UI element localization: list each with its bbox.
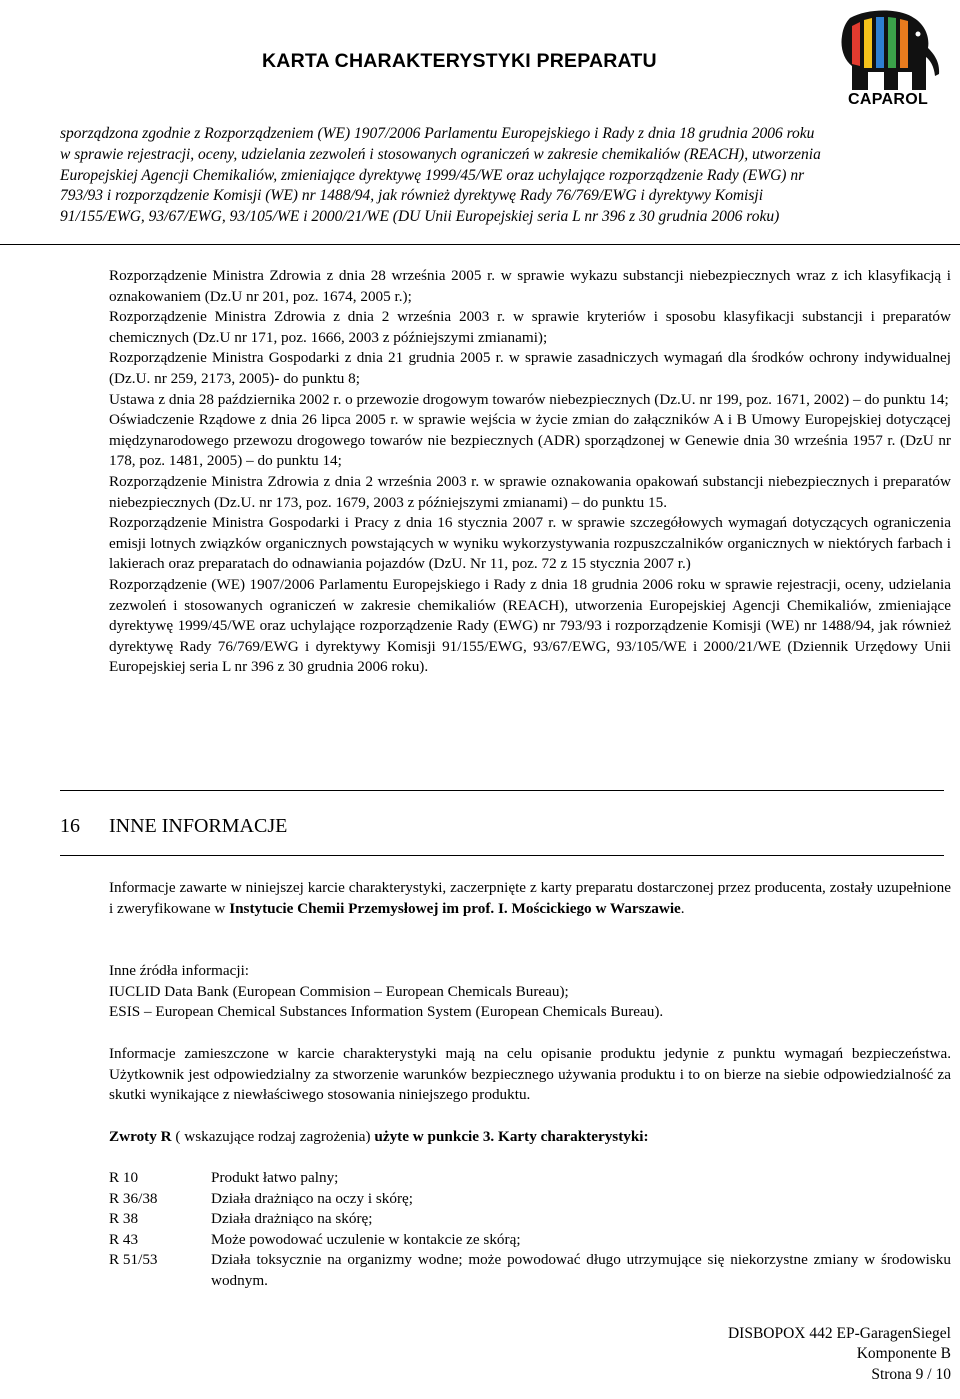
source-item: IUCLID Data Bank (European Commision – European Chemicals Bureau); — [109, 982, 569, 1000]
legal-references — [109, 266, 951, 678]
intro-line: 91/155/EWG, 93/67/EWG, 93/105/WE i 2000/21/WE (DU Unii Europejskiej seria L nr 396 z 30 grudnia 2006 roku) — [60, 208, 780, 226]
r-description: Może powodować uczulenie w kontakcie ze skórą; — [211, 1230, 521, 1248]
brand-name: CAPAROL — [848, 91, 929, 108]
r-description: Produkt łatwo palny; — [211, 1169, 339, 1186]
r-code: R 43 — [109, 1230, 139, 1248]
product-name: DISBOPOX 442 EP-GaragenSiegel — [727, 1325, 951, 1342]
info-text: Informacje zawarte w niniejszej karcie charakterystyki, zaczerpnięte z karty preparatu dostarczonej przez producenta, zostały uzupełnione i zweryfikowane w — [109, 879, 951, 917]
intro-line: 793/93 i rozporządzenie Komisji (WE) nr 1488/94, jak również dyrektywę Rady 76/769/EWG i dyrektywy Komisji — [60, 187, 764, 205]
page-footer — [728, 1324, 951, 1385]
header-divider — [0, 244, 960, 245]
legal-reference: Rozporządzenie Ministra Zdrowia z dnia 2 września 2003 r. w sprawie kryteriów i sposobu klasyfikacji substancji i preparatów chemicznych (Dz.U nr 171, poz. 1666, 2003 z późniejszymi zmianami); — [109, 308, 951, 346]
section-number: 16 — [60, 815, 80, 837]
r-phrases-heading — [109, 1127, 951, 1148]
section-divider-top — [60, 790, 944, 791]
intro-line: w sprawie rejestracji, oceny, udzielania zezwoleń i stosowanych ograniczeń w zakresie chemikaliów (REACH), utworzenia — [60, 145, 821, 163]
r-code: R 10 — [109, 1169, 139, 1186]
r-phrases-table — [109, 1168, 951, 1292]
page-number: Strona 9 / 10 — [871, 1365, 951, 1383]
r-code: R 36/38 — [109, 1189, 158, 1207]
section-divider-bottom — [60, 855, 944, 856]
legal-reference: Ustawa z dnia 28 października 2002 r. o przewozie drogowym towarów niebezpiecznych (Dz.U. nr 199, poz. 1671, 2002) – do punktu 14; — [109, 390, 949, 408]
component-name: Komponente B — [856, 1345, 951, 1363]
r-code: R 38 — [109, 1210, 139, 1228]
info-end: . — [680, 899, 685, 917]
r-phrase-row — [109, 1230, 951, 1251]
r-heading-bold: Zwroty R — [109, 1128, 172, 1145]
info-paragraph — [109, 878, 951, 919]
r-phrase-row — [109, 1189, 951, 1210]
intro-line: sporządzona zgodnie z Rozporządzeniem (WE) 1907/2006 Parlamentu Europejskiego i Rady z dnia 18 grudnia 2006 roku — [60, 125, 815, 142]
section-title: INNE INFORMACJE — [109, 815, 288, 837]
r-phrase-row — [109, 1168, 951, 1189]
r-code: R 51/53 — [109, 1251, 158, 1269]
legal-reference: Oświadczenie Rządowe z dnia 26 lipca 2005 r. w sprawie wejścia w życie zmian do załączników A i B Umowy Europejskiej dotyczącej międzynarodowego przewozu drogowego towarów nie bezpiecznych (ADR) sporządzonej w Genewie dnia 30 września 1957 r. (DzU nr 178, poz. 1481, 2005) – do punktu 14; — [109, 411, 951, 470]
r-description: Działa drażniąco na skórę; — [211, 1210, 373, 1228]
disclaimer-paragraph: Informacje zamieszczone w karcie charakterystyki mają na celu opisanie produktu jedynie z punktu wymagań bezpieczeństwa. Użytkownik jest odpowiedzialny za stworzenie warunków bezpiecznego używania produktu i to on bierze na siebie odpowiedzialność za skutki wynikające z niewłaściwego stosowania niniejszego produktu. — [109, 1045, 951, 1104]
legal-reference: Rozporządzenie (WE) 1907/2006 Parlamentu Europejskiego i Rady z dnia 18 grudnia 2006 roku w sprawie rejestracji, oceny, udzielania zezwoleń i stosowanych ograniczeń w zakresie chemikaliów (REACH), utworzenia Europejskiej Agencji Chemikaliów, zmieniające dyrektywę 1999/45/WE oraz uchylające rozporządzenie Rady (EWG) nr 793/93 i rozporządzenie Komisji (WE) nr 1488/94, jak również dyrektywę Rady 76/769/EWG i dyrektywy Komisji 91/155/EWG, 93/67/EWG, 93/105/WE i 2000/21/WE (Dziennik Urzędowy Unii Europejskiej seria L nr 396 z 30 grudnia 2006 roku). — [109, 575, 951, 676]
legal-reference: Rozporządzenie Ministra Gospodarki z dnia 21 grudnia 2005 r. w sprawie zasadniczych wymagań dla środków ochrony indywidualnej (Dz.U. nr 259, 2173, 2005)- do punktu 8; — [109, 349, 951, 387]
r-heading-bold-end: użyte w punkcie 3. Karty charakterystyki: — [374, 1128, 649, 1145]
r-description: Działa toksycznie na organizmy wodne; może powodować długo utrzymujące się niekorzystne zmiany w środowisku wodnym. — [211, 1251, 951, 1289]
regulation-intro — [60, 124, 940, 228]
legal-reference: Rozporządzenie Ministra Gospodarki i Pracy z dnia 16 stycznia 2007 r. w sprawie szczegółowych wymagań dotyczących ograniczenia emisji lotnych związków organicznych powstających w wyniku wykorzystywania rozpuszczalników organicznych w niektórych farbach i lakierach oraz preparatach do odnawiania pojazdów (DzU. Nr 11, poz. 72 z 15 stycznia 2007 r.) — [109, 514, 951, 573]
legal-reference: Rozporządzenie Ministra Zdrowia z dnia 28 września 2005 r. w sprawie wykazu substancji niebezpiecznych wraz z ich klasyfikacją i oznakowaniem (Dz.U nr 201, poz. 1674, 2005 r.); — [109, 267, 951, 305]
r-phrase-row — [109, 1250, 951, 1291]
intro-line: Europejskiej Agencji Chemikaliów, zmieniające dyrektywę 1999/45/WE oraz uchylające rozporządzenie Rady (EWG) nr — [60, 166, 805, 184]
institute-name: Instytucie Chemii Przemysłowej im prof. I. Mościckiego w Warszawie — [229, 899, 681, 917]
r-description: Działa drażniąco na oczy i skórę; — [211, 1189, 413, 1207]
legal-reference: Rozporządzenie Ministra Zdrowia z dnia 2 września 2003 r. w sprawie oznakowania opakowań substancji niebezpiecznych i preparatów niebezpiecznych (Dz.U. nr 173, poz. 1679, 2003 z późniejszymi zmianami) – do punktu 15. — [109, 472, 951, 511]
source-item: ESIS – European Chemical Substances Information System (European Chemicals Bureau). — [109, 1003, 664, 1021]
sources-label: Inne źródła informacji: — [109, 962, 250, 979]
sources-block — [109, 961, 951, 1023]
r-phrase-row — [109, 1209, 951, 1230]
document-title: KARTA CHARAKTERYSTYKI PREPARATU — [262, 50, 657, 72]
r-heading-normal: ( wskazujące rodzaj zagrożenia) — [171, 1128, 375, 1145]
